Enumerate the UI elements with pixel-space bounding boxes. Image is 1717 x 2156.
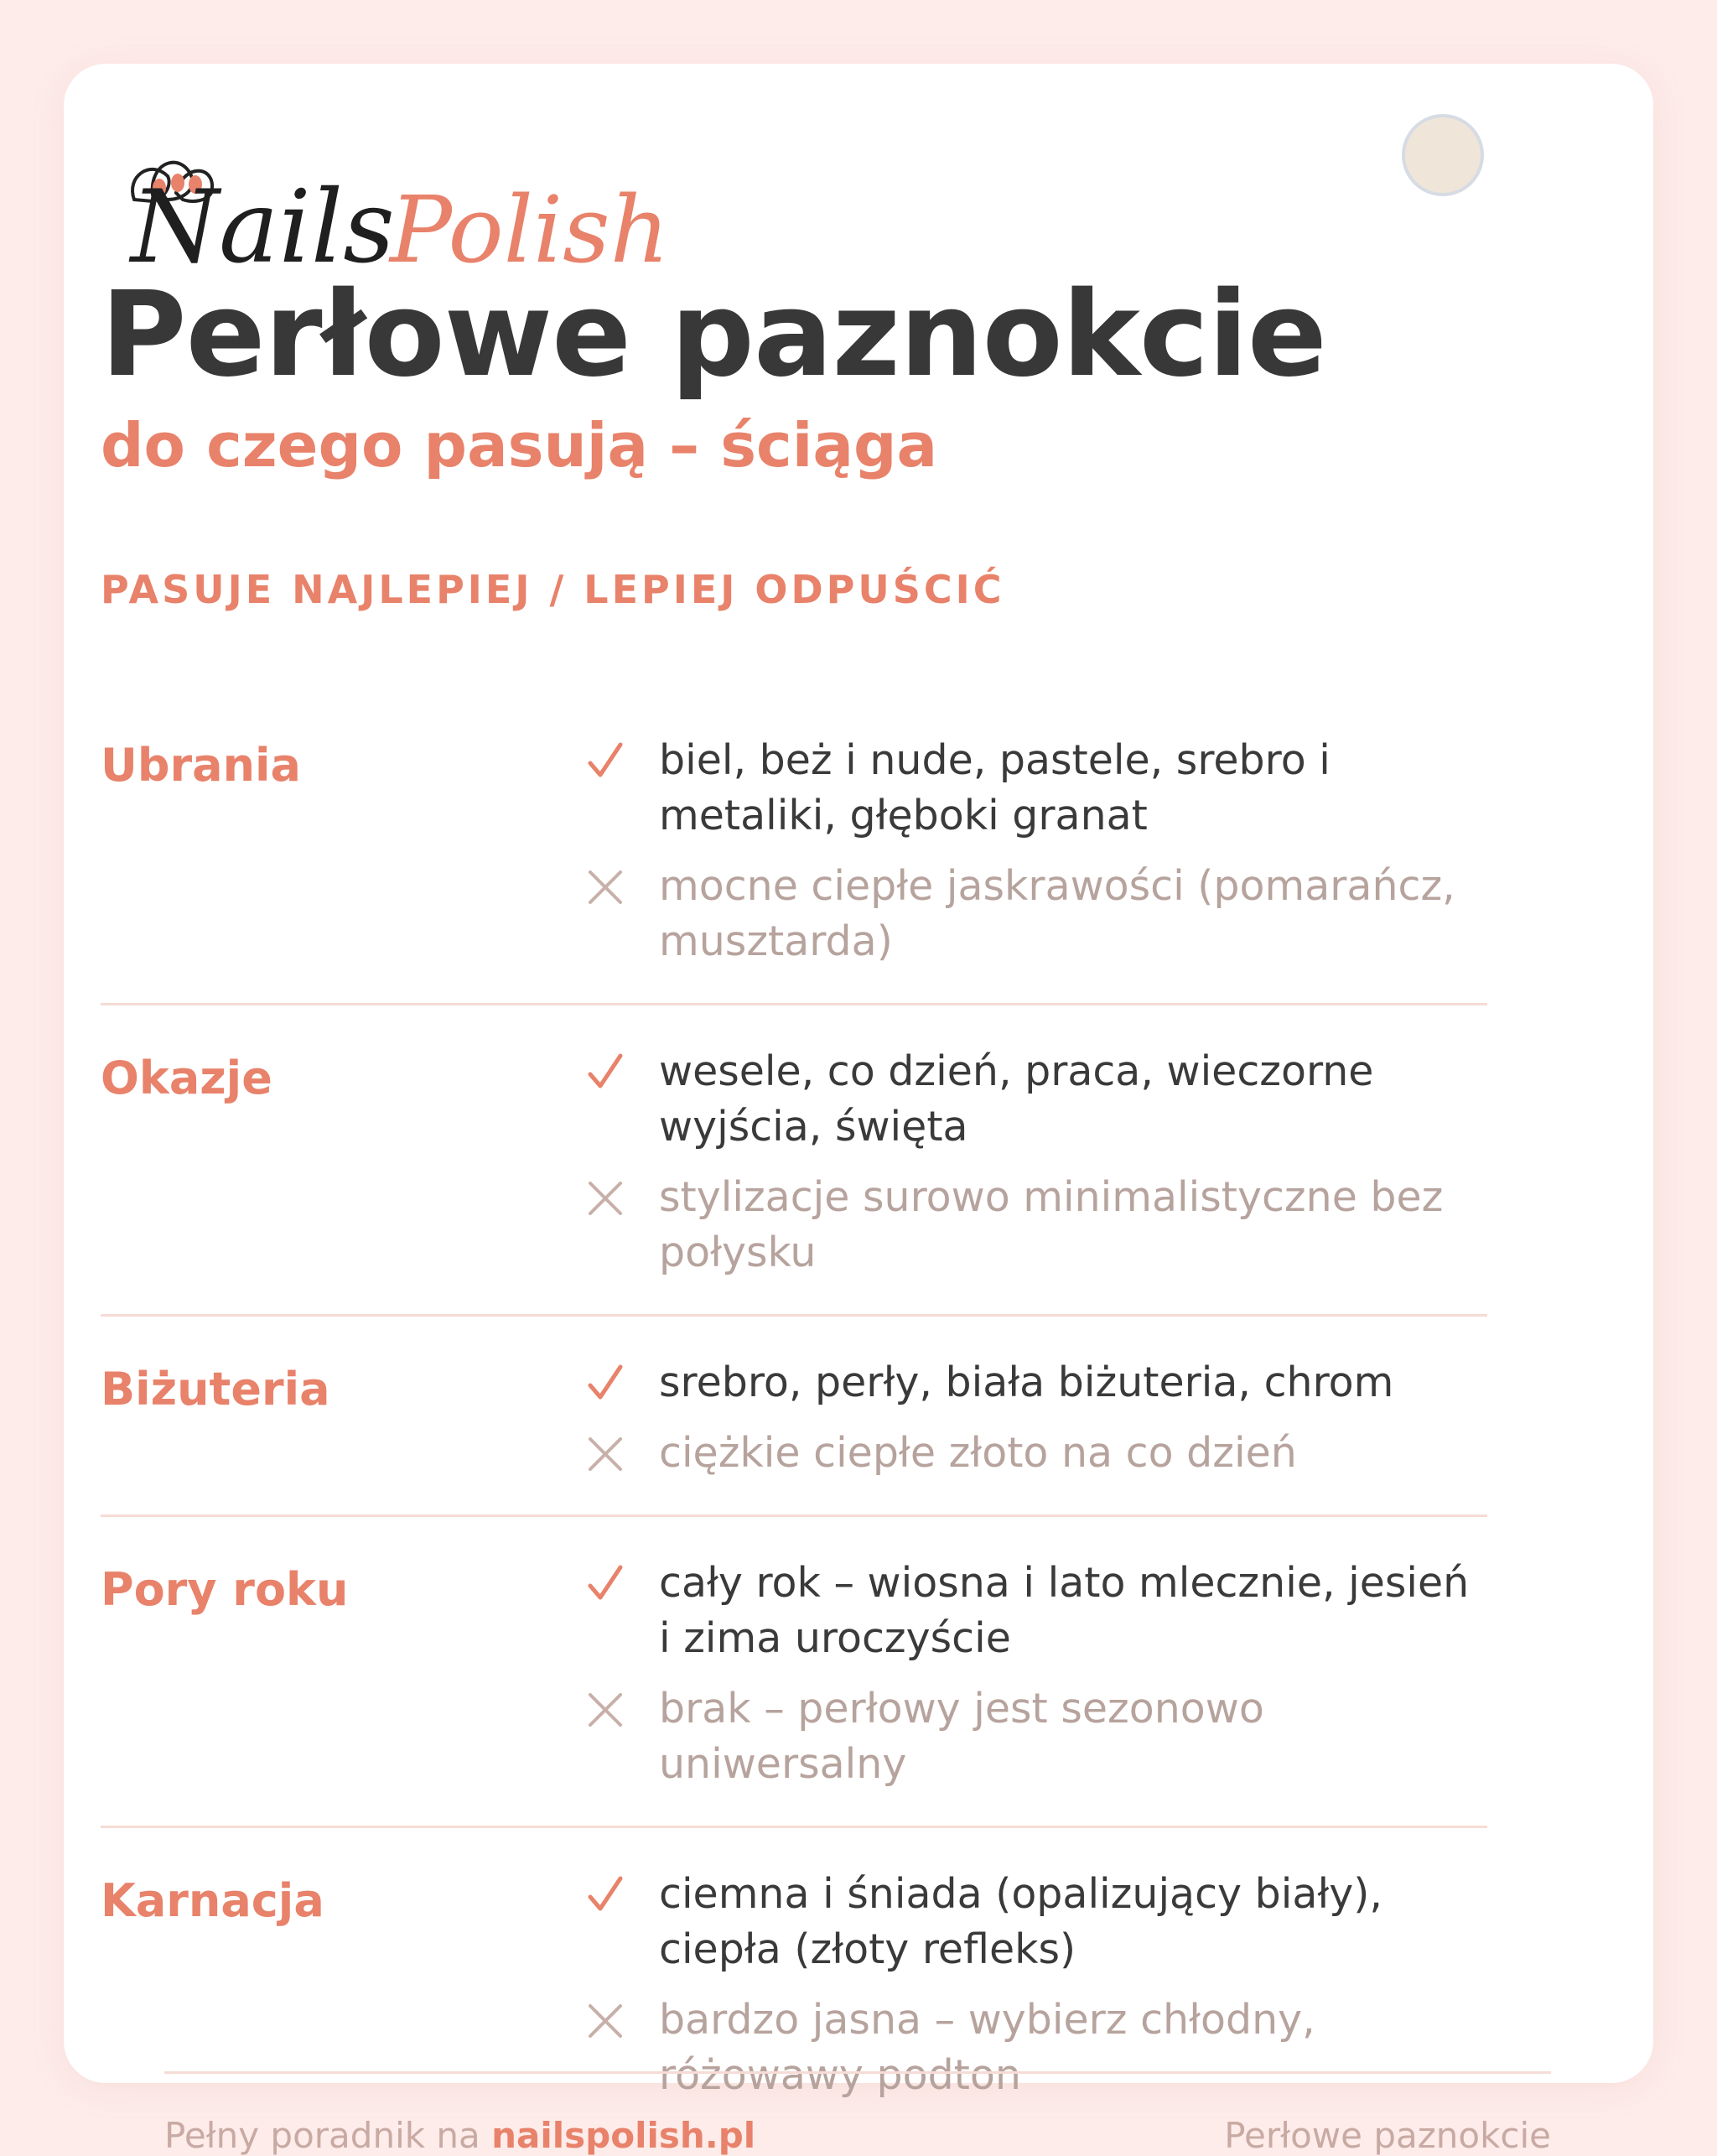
brand-logo[interactable] bbox=[101, 101, 671, 285]
row-category: Pory roku bbox=[101, 1563, 349, 1616]
cross-icon bbox=[582, 1431, 629, 1478]
avoid-text: ciężkie ciepłe złoto na co dzień bbox=[659, 1429, 1297, 1477]
check-icon bbox=[582, 1872, 629, 1919]
cross-icon bbox=[582, 1175, 629, 1222]
avoid-item bbox=[582, 1170, 1487, 1281]
footer bbox=[164, 2115, 1551, 2156]
recommendation-table bbox=[101, 713, 1487, 2137]
check-icon bbox=[582, 1360, 629, 1407]
pearl-color-swatch bbox=[1402, 114, 1484, 196]
avoid-text: brak – perłowy jest sezonowo uniwersalny bbox=[659, 1685, 1264, 1788]
good-match-item bbox=[582, 1044, 1487, 1155]
table-row bbox=[101, 713, 1487, 1005]
row-category: Biżuteria bbox=[101, 1363, 330, 1416]
row-category: Ubrania bbox=[101, 739, 301, 792]
section-label: PASUJE NAJLEPIEJ / LEPIEJ ODPUŚCIĆ bbox=[101, 567, 1005, 612]
table-row bbox=[101, 1517, 1487, 1828]
cross-icon bbox=[582, 864, 629, 911]
avoid-item bbox=[582, 1681, 1487, 1792]
svg-text:Polish: Polish bbox=[390, 176, 670, 283]
good-match-item bbox=[582, 733, 1487, 844]
svg-text:Nails: Nails bbox=[131, 169, 395, 285]
table-row bbox=[101, 1005, 1487, 1317]
row-category: Karnacja bbox=[101, 1874, 324, 1927]
avoid-item bbox=[582, 1426, 1487, 1481]
good-match-text: srebro, perły, biała biżuteria, chrom bbox=[659, 1359, 1394, 1406]
good-match-text: biel, beż i nude, pastele, srebro i metaliki, głęboki granat bbox=[659, 736, 1331, 839]
avoid-text: stylizacje surowo minimalistyczne bez połysku bbox=[659, 1173, 1444, 1276]
avoid-item bbox=[582, 1992, 1487, 2103]
check-icon bbox=[582, 1561, 629, 1608]
page-subtitle: do czego pasują – ściąga bbox=[101, 410, 938, 481]
footer-page-title: Perłowe paznokcie bbox=[1224, 2115, 1551, 2156]
page-title: Perłowe paznokcie bbox=[101, 267, 1326, 403]
good-match-text: cały rok – wiosna i lato mlecznie, jesień i zima uroczyście bbox=[659, 1559, 1470, 1662]
check-icon bbox=[582, 1049, 629, 1096]
good-match-item bbox=[582, 1556, 1487, 1666]
avoid-item bbox=[582, 859, 1487, 969]
good-match-item bbox=[582, 1867, 1487, 1977]
cross-icon bbox=[582, 1998, 629, 2044]
avoid-text: bardzo jasna – wybierz chłodny, różowawy podton bbox=[659, 1996, 1315, 2099]
footer-prefix: Pełny poradnik na bbox=[164, 2115, 492, 2156]
table-row bbox=[101, 1317, 1487, 1517]
avoid-text: mocne ciepłe jaskrawości (pomarańcz, musztarda) bbox=[659, 862, 1455, 965]
footer-site-link[interactable]: nailspolish.pl bbox=[491, 2115, 756, 2156]
good-match-item bbox=[582, 1355, 1487, 1410]
footer-divider bbox=[164, 2071, 1551, 2074]
cross-icon bbox=[582, 1686, 629, 1733]
good-match-text: ciemna i śniada (opalizujący biały), ciepła (złoty refleks) bbox=[659, 1870, 1382, 1973]
row-category: Okazje bbox=[101, 1052, 272, 1104]
good-match-text: wesele, co dzień, praca, wieczorne wyjścia, święta bbox=[659, 1047, 1374, 1151]
table-row bbox=[101, 1828, 1487, 2137]
check-icon bbox=[582, 738, 629, 785]
